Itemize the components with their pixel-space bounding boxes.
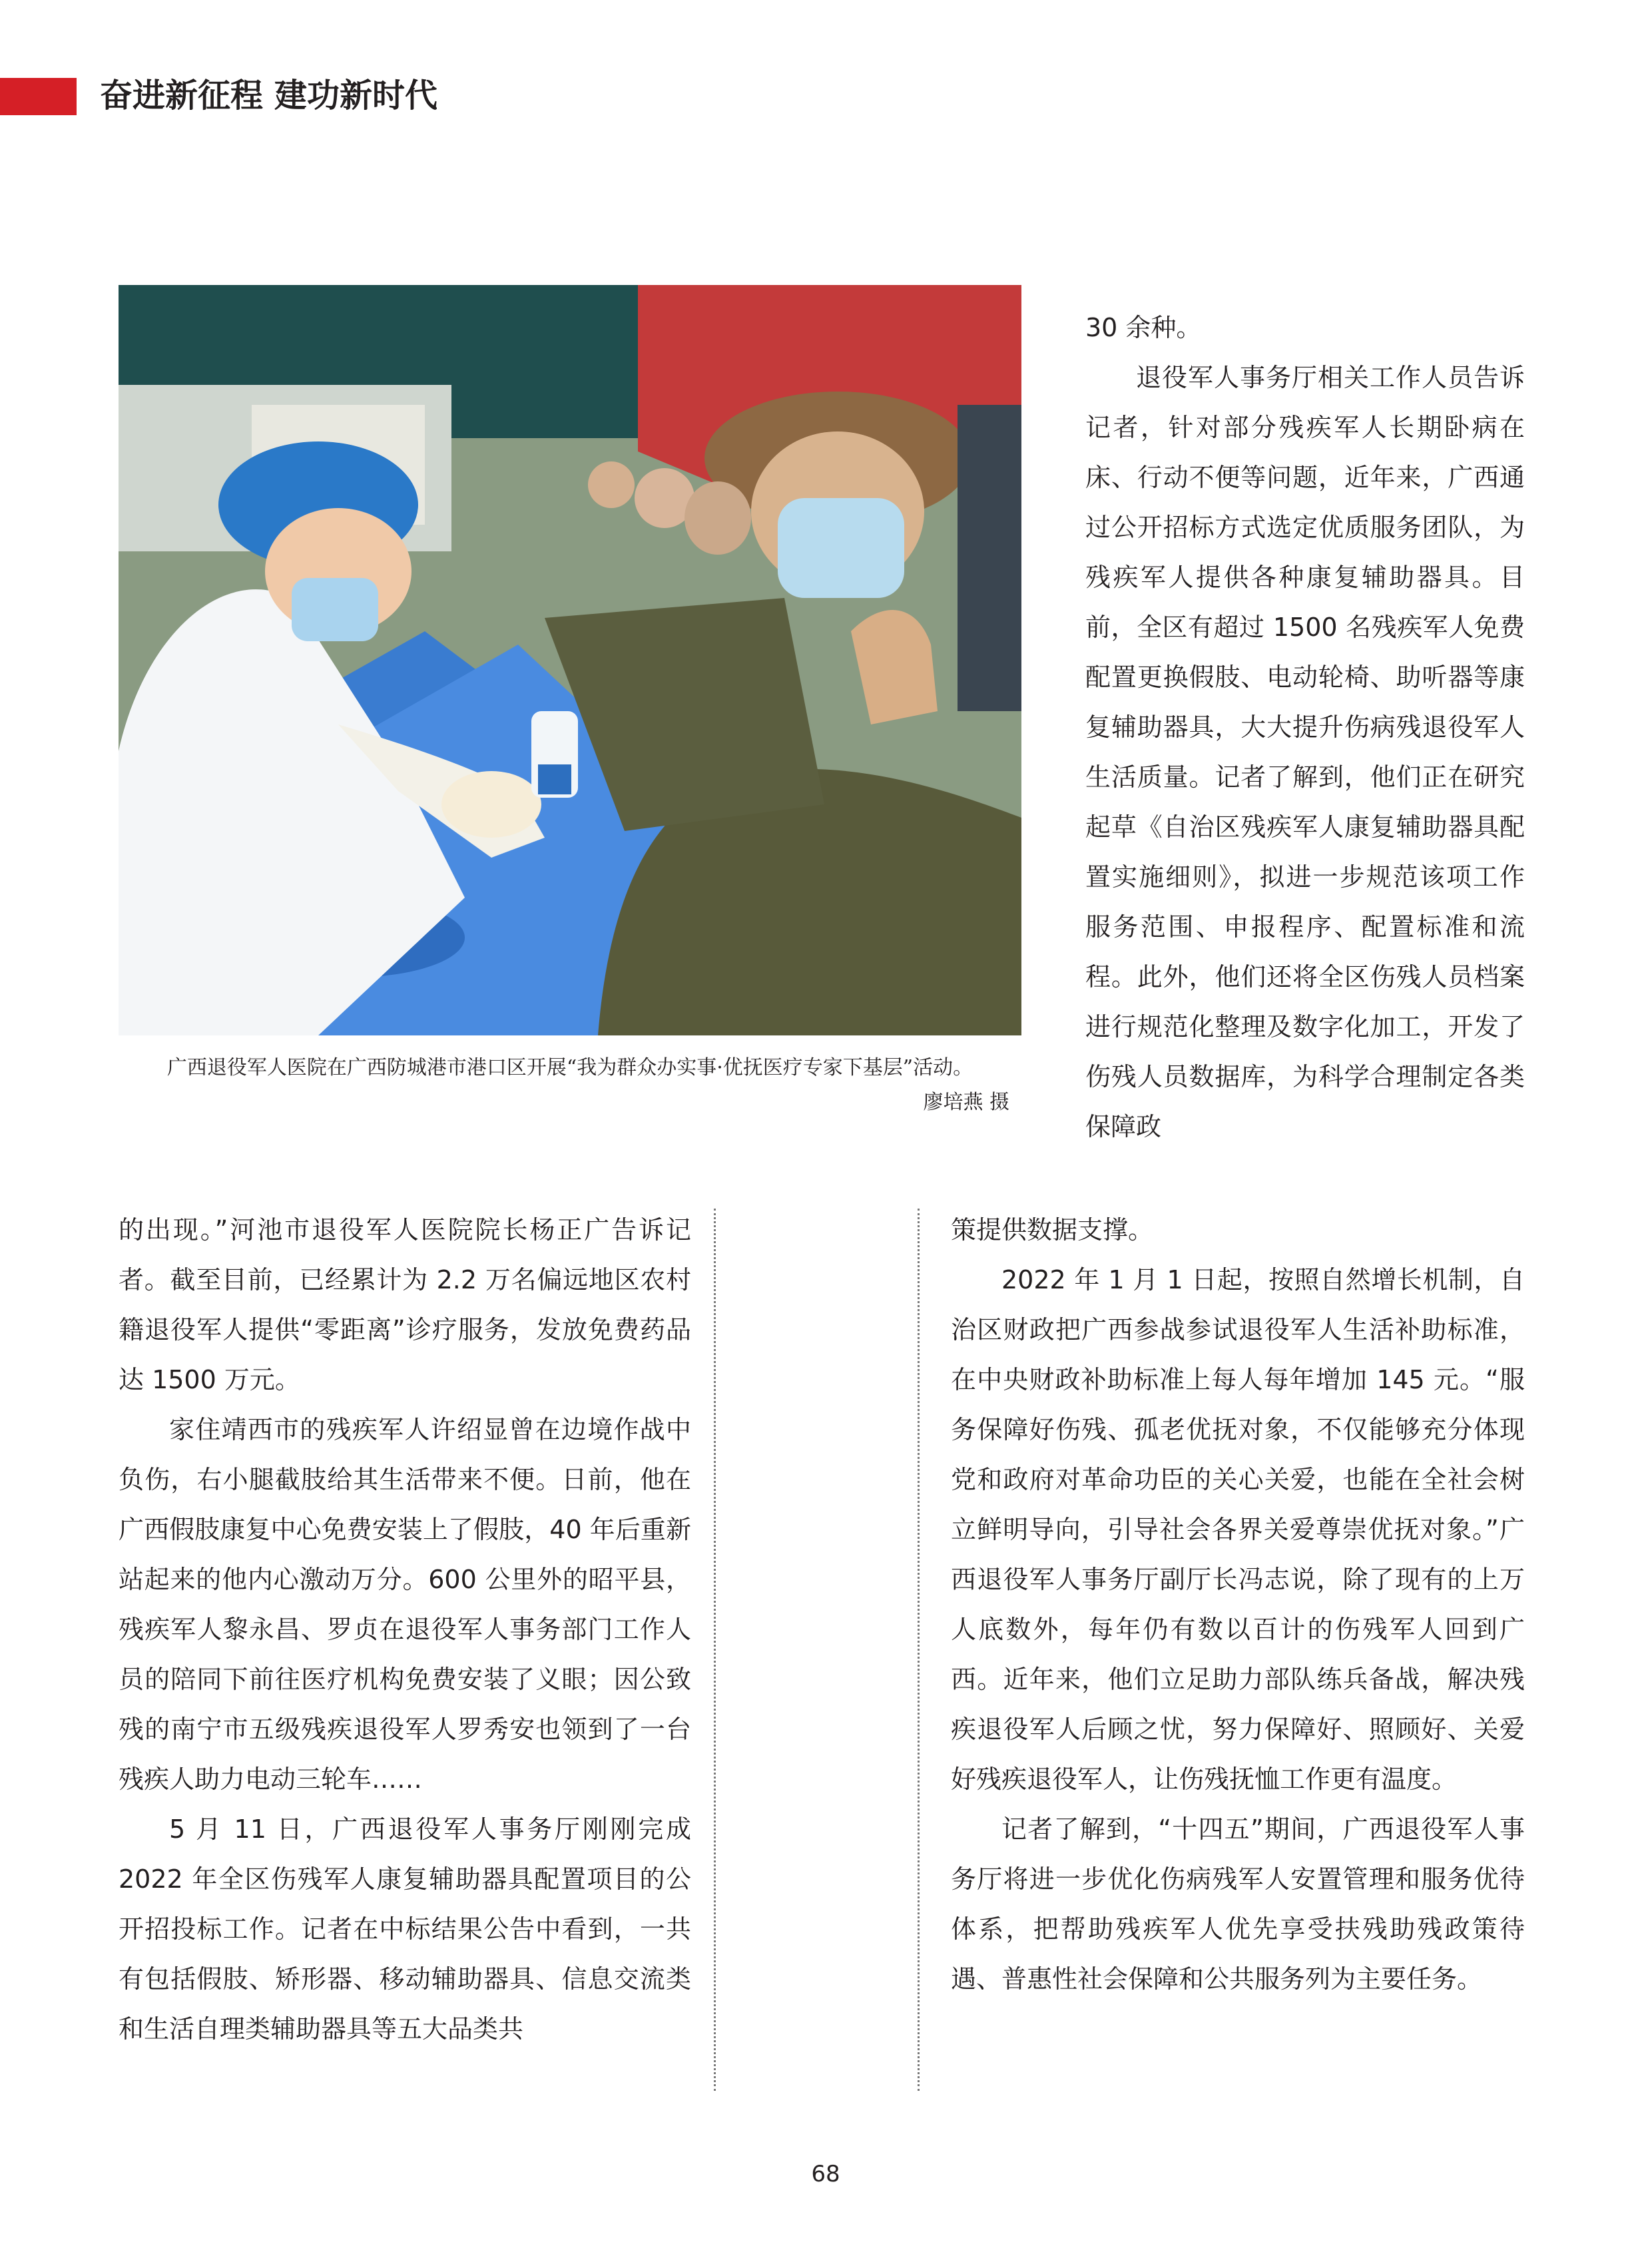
paragraph: 策提供数据支撑。: [951, 1215, 1154, 1245]
paragraph: 的出现。”河池市退役军人医院院长杨正广告诉记者。截至目前，已经累计为 2.2 万名偏远地区农村籍退役军人提供“零距离”诊疗服务，发放免费药品达 1500 万元。: [119, 1215, 691, 1394]
paragraph: 退役军人事务厅相关工作人员告诉记者，针对部分残疾军人长期卧病在床、行动不便等问题，近年来，广西通过公开招标方式选定优质服务团队，为残疾军人提供各种康复辅助器具。目前，全区有超过 1500 名残疾军人免费配置更换假肢、电动轮椅、助听器等康复辅助器具，大大提升伤病残退役军人生活质量。记者了解到，他们正在研究起草《自治区残疾军人康复辅助器具配置实施细则》，拟进一步规范该项工作服务范围、申报程序、配置标准和流程。此外，他们还将全区伤残人员档案进行规范化整理及数字化加工，开发了伤残人员数据库，为科学合理制定各类保障政: [1085, 363, 1525, 1141]
header-accent-bar: [0, 78, 77, 115]
paragraph: 30 余种。: [1085, 313, 1202, 342]
article-column-right-bottom: [951, 1205, 1525, 2004]
column-divider-left: [714, 1209, 716, 2091]
page-number: 68: [811, 2161, 840, 2187]
photo-caption: [119, 1051, 1021, 1120]
paragraph: 家住靖西市的残疾军人许绍显曾在边境作战中负伤，右小腿截肢给其生活带来不便。日前，他在广西假肢康复中心免费安装上了假肢，40 年后重新站起来的他内心激动万分。600 公里外的昭平县，残疾军人黎永昌、罗贞在退役军人事务部门工作人员的陪同下前往医疗机构免费安装了义眼；因公致残的南宁市五级残疾退役军人罗秀安也领到了一台残疾人助力电动三轮车……: [119, 1415, 691, 1794]
paragraph: 5 月 11 日，广西退役军人事务厅刚刚完成 2022 年全区伤残军人康复辅助器具配置项目的公开招投标工作。记者在中标结果公告中看到，一共有包括假肢、矫形器、移动辅助器具、信息交流类和生活自理类辅助器具等五大品类共: [119, 1815, 691, 2044]
section-title: 奋进新征程 建功新时代: [100, 77, 438, 115]
article-column-right-top: [1085, 303, 1525, 1152]
photo-caption-text: 广西退役军人医院在广西防城港市港口区开展“我为群众办实事·优抚医疗专家下基层”活动。: [166, 1056, 973, 1079]
article-photo: [119, 285, 1021, 1035]
paragraph: 记者了解到，“十四五”期间，广西退役军人事务厅将进一步优化伤病残军人安置管理和服务优待体系，把帮助残疾军人优先享受扶残助残政策待遇、普惠性社会保障和公共服务列为主要任务。: [951, 1815, 1525, 1994]
paragraph: 2022 年 1 月 1 日起，按照自然增长机制，自治区财政把广西参战参试退役军人生活补助标准，在中央财政补助标准上每人每年增加 145 元。“服务保障好伤残、孤老优抚对象，不仅能够充分体现党和政府对革命功臣的关心关爱，也能在全社会树立鲜明导向，引导社会各界关爱尊崇优抚对象。”广西退役军人事务厅副厅长冯志说，除了现有的上万人底数外，每年仍有数以百计的伤残军人回到广西。近年来，他们立足助力部队练兵备战，解决残疾退役军人后顾之忧，努力保障好、照顾好、关爱好残疾退役军人，让伤残抚恤工作更有温度。: [951, 1265, 1525, 1794]
article-column-left: [119, 1205, 691, 2054]
column-divider-right: [918, 1209, 920, 2091]
photo-credit: 廖培燕 摄: [923, 1091, 1009, 1114]
